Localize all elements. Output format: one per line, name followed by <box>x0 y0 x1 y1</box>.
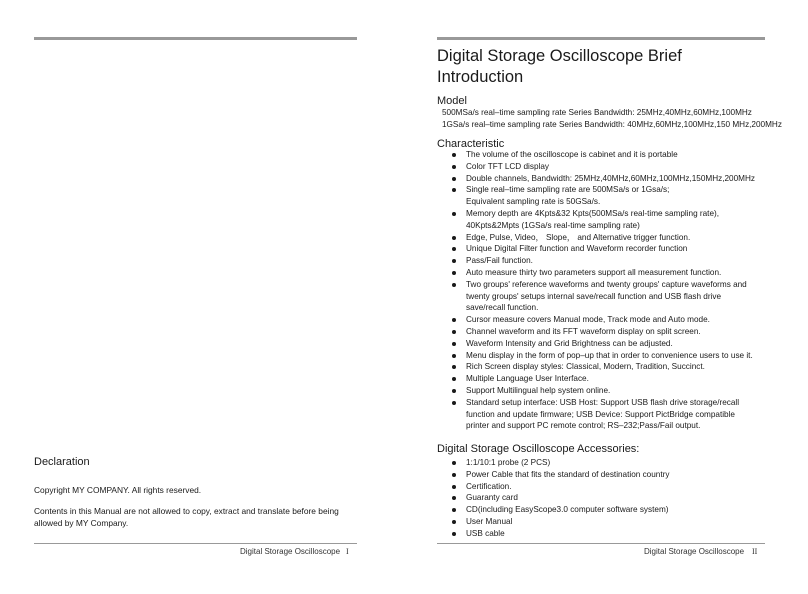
bullet-dot-icon <box>452 318 456 322</box>
page-number: II <box>752 547 758 556</box>
title-line-2: Introduction <box>437 68 524 86</box>
top-rule <box>437 37 765 40</box>
list-item-text: USB cable <box>466 528 505 538</box>
list-item <box>437 279 777 314</box>
right-page <box>404 0 808 594</box>
bullet-dot-icon <box>452 532 456 536</box>
list-item-text: Memory depth are 4Kpts&32 Kpts(500MSa/s real-time sampling rate), <box>466 208 720 218</box>
model-line: 1GSa/s real–time sampling rate Series Bandwidth: 40MHz,60MHz,100MHz,150 MHz,200MHz <box>442 120 782 129</box>
title-line-1: Digital Storage Oscilloscope Brief <box>437 47 682 65</box>
bullet-dot-icon <box>452 188 456 192</box>
list-item-text: Channel waveform and its FFT waveform display on split screen. <box>466 326 701 336</box>
list-item-text: Power Cable that fits the standard of destination country <box>466 469 670 479</box>
list-item <box>437 161 777 173</box>
list-item-text: 1:1/10:1 probe (2 PCS) <box>466 458 551 467</box>
bullet-dot-icon <box>452 461 456 465</box>
list-item <box>437 267 777 279</box>
list-item <box>437 208 777 232</box>
bullet-dot-icon <box>452 473 456 477</box>
declaration-heading: Declaration <box>34 456 90 468</box>
bullet-dot-icon <box>452 259 456 263</box>
list-item <box>437 361 777 373</box>
bullet-dot-icon <box>452 496 456 500</box>
list-item-text: Guaranty card <box>466 493 518 503</box>
list-item <box>437 232 777 244</box>
bullet-dot-icon <box>452 165 456 169</box>
list-item-text: CD(including EasyScope3.0 computer software system) <box>466 505 669 515</box>
list-item <box>437 184 777 208</box>
bullet-dot-icon <box>452 342 456 346</box>
list-item <box>437 504 777 516</box>
bullet-dot-icon <box>452 177 456 181</box>
bottom-rule <box>34 543 357 544</box>
bullet-dot-icon <box>452 354 456 358</box>
bullet-dot-icon <box>452 520 456 524</box>
list-item-text: Multiple Language User Interface. <box>466 374 589 384</box>
page-title <box>437 46 777 88</box>
bullet-dot-icon <box>452 508 456 512</box>
bullet-dot-icon <box>452 365 456 369</box>
list-item-text: Certification. <box>466 481 512 491</box>
bullet-dot-icon <box>452 236 456 240</box>
bullet-dot-icon <box>452 247 456 251</box>
list-item <box>437 326 777 338</box>
model-line: 500MSa/s real–time sampling rate Series Bandwidth: 25MHz,40MHz,60MHz,100MHz <box>442 108 752 117</box>
characteristic-list <box>437 149 777 432</box>
copyright-paragraph: Copyright MY COMPANY. All rights reserved. <box>34 485 202 495</box>
list-item <box>437 457 777 469</box>
bullet-dot-icon <box>452 153 456 157</box>
list-item <box>437 255 777 267</box>
list-item-text: twenty groups' setups internal save/recall function and USB flash drive <box>466 291 722 301</box>
list-item-text: Double channels, Bandwidth: 25MHz,40MHz,60MHz,100MHz,150MHz,200MHz <box>466 173 755 183</box>
list-item <box>437 373 777 385</box>
list-item-text: function and update firmware; USB Device: Support PictBridge compatible <box>466 409 735 419</box>
list-item <box>437 516 777 528</box>
list-item <box>437 350 777 362</box>
list-item <box>437 149 777 161</box>
bullet-dot-icon <box>452 389 456 393</box>
list-item-text: Two groups' reference waveforms and twenty groups' capture waveforms and <box>466 279 747 289</box>
footer-title: Digital Storage Oscilloscope <box>240 547 341 556</box>
list-item-text: Rich Screen display styles: Classical, Modern, Tradition, Succinct. <box>466 362 705 372</box>
bullet-dot-icon <box>452 485 456 489</box>
list-item <box>437 338 777 350</box>
list-item <box>437 243 777 255</box>
bullet-dot-icon <box>452 212 456 216</box>
footer-title: Digital Storage Oscilloscope <box>644 547 745 556</box>
accessories-heading: Digital Storage Oscilloscope Accessories: <box>437 443 640 455</box>
list-item-text: save/recall function. <box>466 303 539 313</box>
list-item-text: printer and support PC remote control; RS–232;Pass/Fail output. <box>466 421 701 431</box>
model-heading: Model <box>437 95 467 107</box>
list-item <box>437 397 777 432</box>
bottom-rule <box>437 543 765 544</box>
bullet-dot-icon <box>452 271 456 275</box>
list-item-text: Cursor measure covers Manual mode, Track mode and Auto mode. <box>466 315 710 325</box>
top-rule <box>34 37 357 40</box>
list-item-text: The volume of the oscilloscope is cabinet and it is portable <box>466 150 678 159</box>
list-item <box>437 173 777 185</box>
list-item-text: Single real–time sampling rate are 500MSa/s or 1Gsa/s; <box>466 185 670 195</box>
list-item-text: User Manual <box>466 516 513 526</box>
accessories-list <box>437 457 777 540</box>
list-item-text: Color TFT LCD display <box>466 161 549 171</box>
page-number: I <box>346 547 349 556</box>
list-item-text: Menu display in the form of pop–up that in order to convenience users to use it. <box>466 350 753 360</box>
list-item-text: 40Kpts&2Mpts (1GSa/s real-time sampling rate) <box>466 220 640 230</box>
list-item <box>437 481 777 493</box>
list-item <box>437 385 777 397</box>
list-item-text: Edge, Pulse, Video， Slope， and Alternative trigger function. <box>466 232 691 242</box>
list-item <box>437 314 777 326</box>
list-item-text: Support Multilingual help system online. <box>466 385 611 395</box>
contents-paragraph: Contents in this Manual are not allowed to copy, extract and translate before being allowed by MY Company. <box>34 506 339 528</box>
list-item-text: Unique Digital Filter function and Waveform recorder function <box>466 244 688 254</box>
list-item-text: Standard setup interface: USB Host: Support USB flash drive storage/recall <box>466 397 740 407</box>
model-lines <box>442 107 782 131</box>
list-item-text: Auto measure thirty two parameters support all measurement function. <box>466 267 722 277</box>
list-item <box>437 528 777 540</box>
bullet-dot-icon <box>452 401 456 405</box>
bullet-dot-icon <box>452 330 456 334</box>
list-item <box>437 492 777 504</box>
characteristic-heading: Characteristic <box>437 138 505 150</box>
bullet-dot-icon <box>452 283 456 287</box>
list-item <box>437 469 777 481</box>
list-item-text: Pass/Fail function. <box>466 256 533 266</box>
list-item-text: Equivalent sampling rate is 50GSa/s. <box>466 197 601 207</box>
bullet-dot-icon <box>452 377 456 381</box>
list-item-text: Waveform Intensity and Grid Brightness can be adjusted. <box>466 338 673 348</box>
